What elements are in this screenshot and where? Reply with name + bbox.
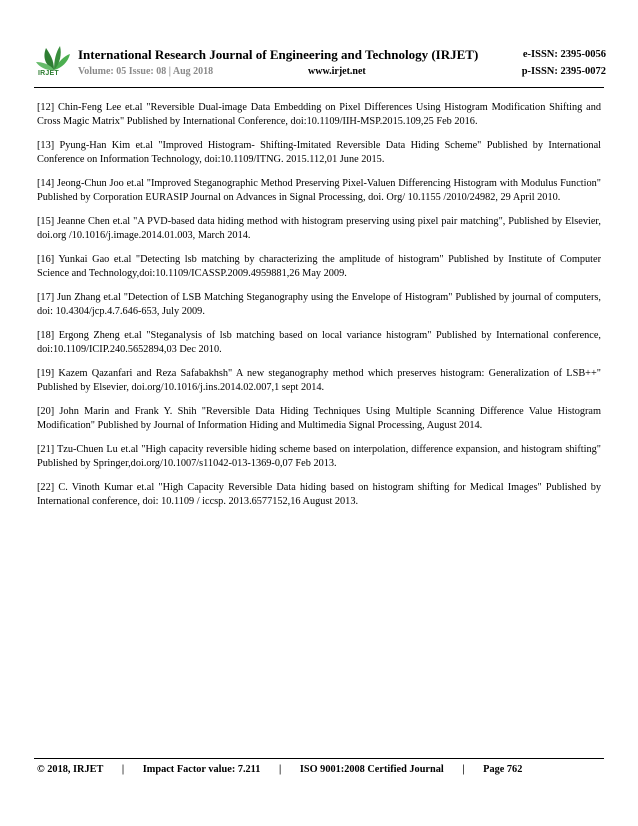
logo-text: IRJET xyxy=(38,70,59,77)
reference-item: [12] Chin-Feng Lee et.al "Reversible Dual-image Data Embedding on Pixel Differences Using Histogram Modification Shifting and Cross Magic Matrix" Published by International Conference, doi:10.1109/IIH-MSP.2015.109,25 Feb 2016. xyxy=(37,102,601,127)
leaf-icon xyxy=(34,44,74,72)
reference-item: [15] Jeanne Chen et.al "A PVD-based data hiding method with histogram preserving using pixel pair matching", Published by Elsevier, doi.org /10.1016/j.image.2014.01.003, March 2014. xyxy=(37,216,601,241)
reference-item: [20] John Marin and Frank Y. Shih "Reversible Data Hiding Techniques Using Multiple Scanning Difference Value Histogram Modification" Published by Journal of Information Hiding and Multimedia Signal Processing, August 2014. xyxy=(37,406,601,431)
volume-issue: Volume: 05 Issue: 08 | Aug 2018 xyxy=(78,66,214,77)
reference-item: [13] Pyung-Han Kim et.al "Improved Histogram- Shifting-Imitated Reversible Data Hiding Scheme" Published by International Conference on Information Technology, doi:10.1109/ITNG. 2015.112,01 June 2015. xyxy=(37,140,601,165)
eissn: e-ISSN: 2395-0056 xyxy=(522,49,606,60)
reference-item: [16] Yunkai Gao et.al "Detecting lsb matching by characterizing the amplitude of histogram" Published by Institute of Computer Science and Technology,doi:10.1109/ICASSP.2009.4959881,26 May 2009. xyxy=(37,254,601,279)
irjet-logo xyxy=(34,44,74,84)
footer-divider xyxy=(34,758,604,759)
footer-separator: | xyxy=(462,764,465,775)
reference-item: [14] Jeong-Chun Joo et.al "Improved Steganographic Method Preserving Pixel-Valuen Differencing Histogram with Modulus Function" Published by Corporation EURASIP Journal on Advances in Signal Processing, doi. Org/ 10.1155 /2010/24982, 29 April 2010. xyxy=(37,178,601,203)
page-footer xyxy=(37,764,603,775)
footer-separator: | xyxy=(121,764,125,775)
header-divider xyxy=(34,87,604,88)
reference-item: [18] Ergong Zheng et.al "Steganalysis of lsb matching based on local variance histogram" Published by International conference, doi:10.1109/ICIP.240.5652894,03 Dec 2010. xyxy=(37,330,601,355)
copyright: © 2018, IRJET xyxy=(37,764,104,775)
reference-item: [17] Jun Zhang et.al "Detection of LSB Matching Steganography using the Envelope of Histogram" Published by journal of computers, doi: 10.4304/jcp.4.7.646-653, July 2009. xyxy=(37,292,601,317)
pissn: p-ISSN: 2395-0072 xyxy=(521,66,606,77)
website-link[interactable]: www.irjet.net xyxy=(308,66,366,77)
footer-separator: | xyxy=(279,764,282,775)
reference-item: [21] Tzu-Chuen Lu et.al "High capacity reversible hiding scheme based on interpolation, difference expansion, and histogram shifting" Published by Springer,doi.org/10.1007/s11042-013-1369-0,07 Feb 2013. xyxy=(37,444,601,469)
journal-title: International Research Journal of Engineering and Technology (IRJET) xyxy=(78,47,479,62)
impact-factor: Impact Factor value: 7.211 xyxy=(142,764,261,775)
reference-item: [19] Kazem Qazanfari and Reza Safabakhsh" A new steganography method which preserves histogram: Generalization of LSB++" Published by Elsevier, doi.org/10.1016/j.ins.2014.02.007,1 sept 2014. xyxy=(37,368,601,393)
reference-list xyxy=(37,101,601,519)
reference-item: [22] C. Vinoth Kumar et.al "High Capacity Reversible Data hiding based on histogram shifting for Medical Images" Published by International conference, doi: 10.1109 / iccsp. 2013.6577152,16 August 2013. xyxy=(37,482,601,507)
page-number: Page 762 xyxy=(483,764,523,775)
iso-certification: ISO 9001:2008 Certified Journal xyxy=(299,764,444,775)
page-header xyxy=(34,44,606,86)
